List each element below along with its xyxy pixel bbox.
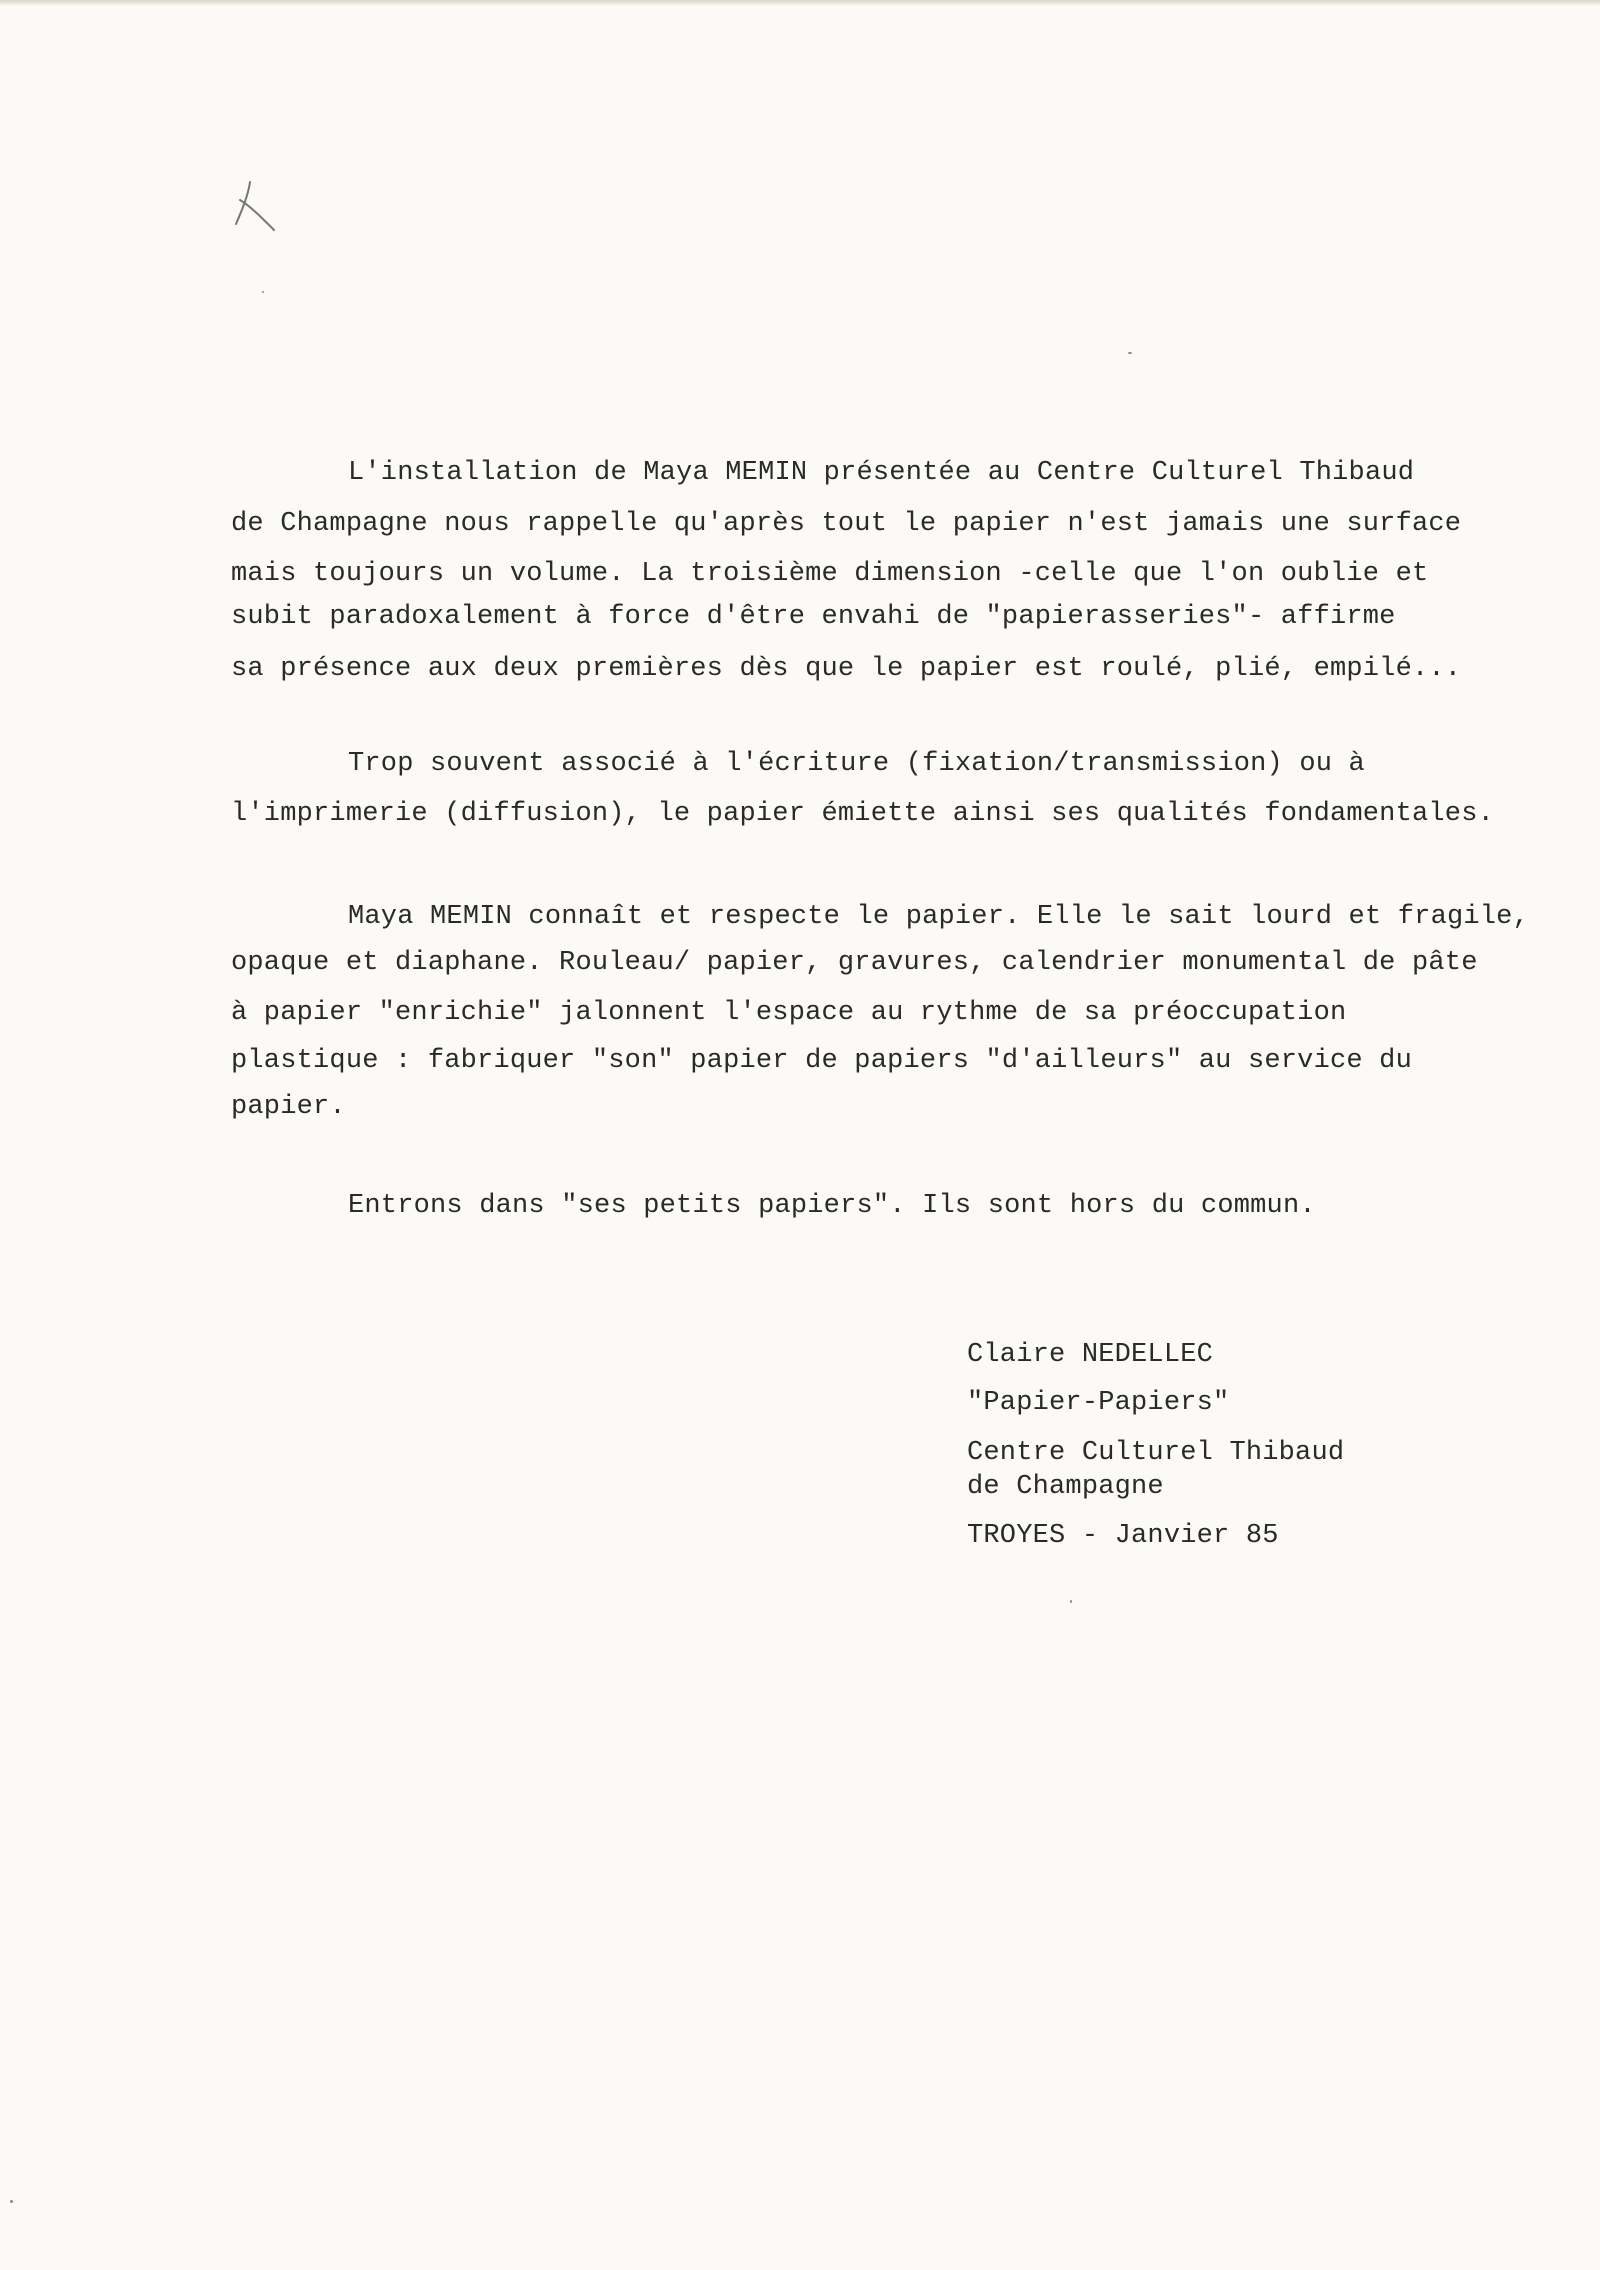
paragraph-3-line-4: plastique : fabriquer "son" papier de papiers "d'ailleurs" au service du [231, 1046, 1412, 1076]
page-top-edge [0, 0, 1600, 6]
signature-place-date: TROYES - Janvier 85 [967, 1521, 1279, 1551]
signature-author: Claire NEDELLEC [967, 1340, 1214, 1370]
paragraph-1-line-1: L'installation de Maya MEMIN présentée au Centre Culturel Thibaud [348, 458, 1415, 488]
paragraph-1-line-4: subit paradoxalement à force d'être envahi de "papierasseries"- affirme [231, 602, 1396, 632]
paragraph-3-line-2: opaque et diaphane. Rouleau/ papier, gravures, calendrier monumental de pâte [231, 948, 1478, 978]
signature-title: "Papier-Papiers" [967, 1388, 1230, 1418]
paragraph-1-line-3: mais toujours un volume. La troisième dimension -celle que l'on oublie et [231, 559, 1429, 589]
paragraph-1-line-5: sa présence aux deux premières dès que le papier est roulé, plié, empilé... [231, 654, 1462, 684]
paper-speck [10, 2200, 13, 2203]
paragraph-3-line-1: Maya MEMIN connaît et respecte le papier. Elle le sait lourd et fragile, [348, 902, 1529, 932]
paragraph-3-line-5: papier. [231, 1092, 346, 1122]
paper-speck [1128, 352, 1132, 354]
signature-organization-cont: de Champagne [967, 1472, 1164, 1502]
handwritten-page-mark-icon [228, 178, 288, 238]
paragraph-4-line-1: Entrons dans "ses petits papiers". Ils sont hors du commun. [348, 1191, 1316, 1221]
signature-organization: Centre Culturel Thibaud [967, 1438, 1345, 1468]
paper-speck [262, 291, 264, 293]
paragraph-2-line-2: l'imprimerie (diffusion), le papier émiette ainsi ses qualités fondamentales. [231, 799, 1495, 829]
paragraph-1-line-2: de Champagne nous rappelle qu'après tout le papier n'est jamais une surface [231, 509, 1462, 539]
paper-speck [1070, 1600, 1072, 1603]
paragraph-2-line-1: Trop souvent associé à l'écriture (fixation/transmission) ou à [348, 749, 1365, 779]
paragraph-3-line-3: à papier "enrichie" jalonnent l'espace au rythme de sa préoccupation [231, 998, 1347, 1028]
